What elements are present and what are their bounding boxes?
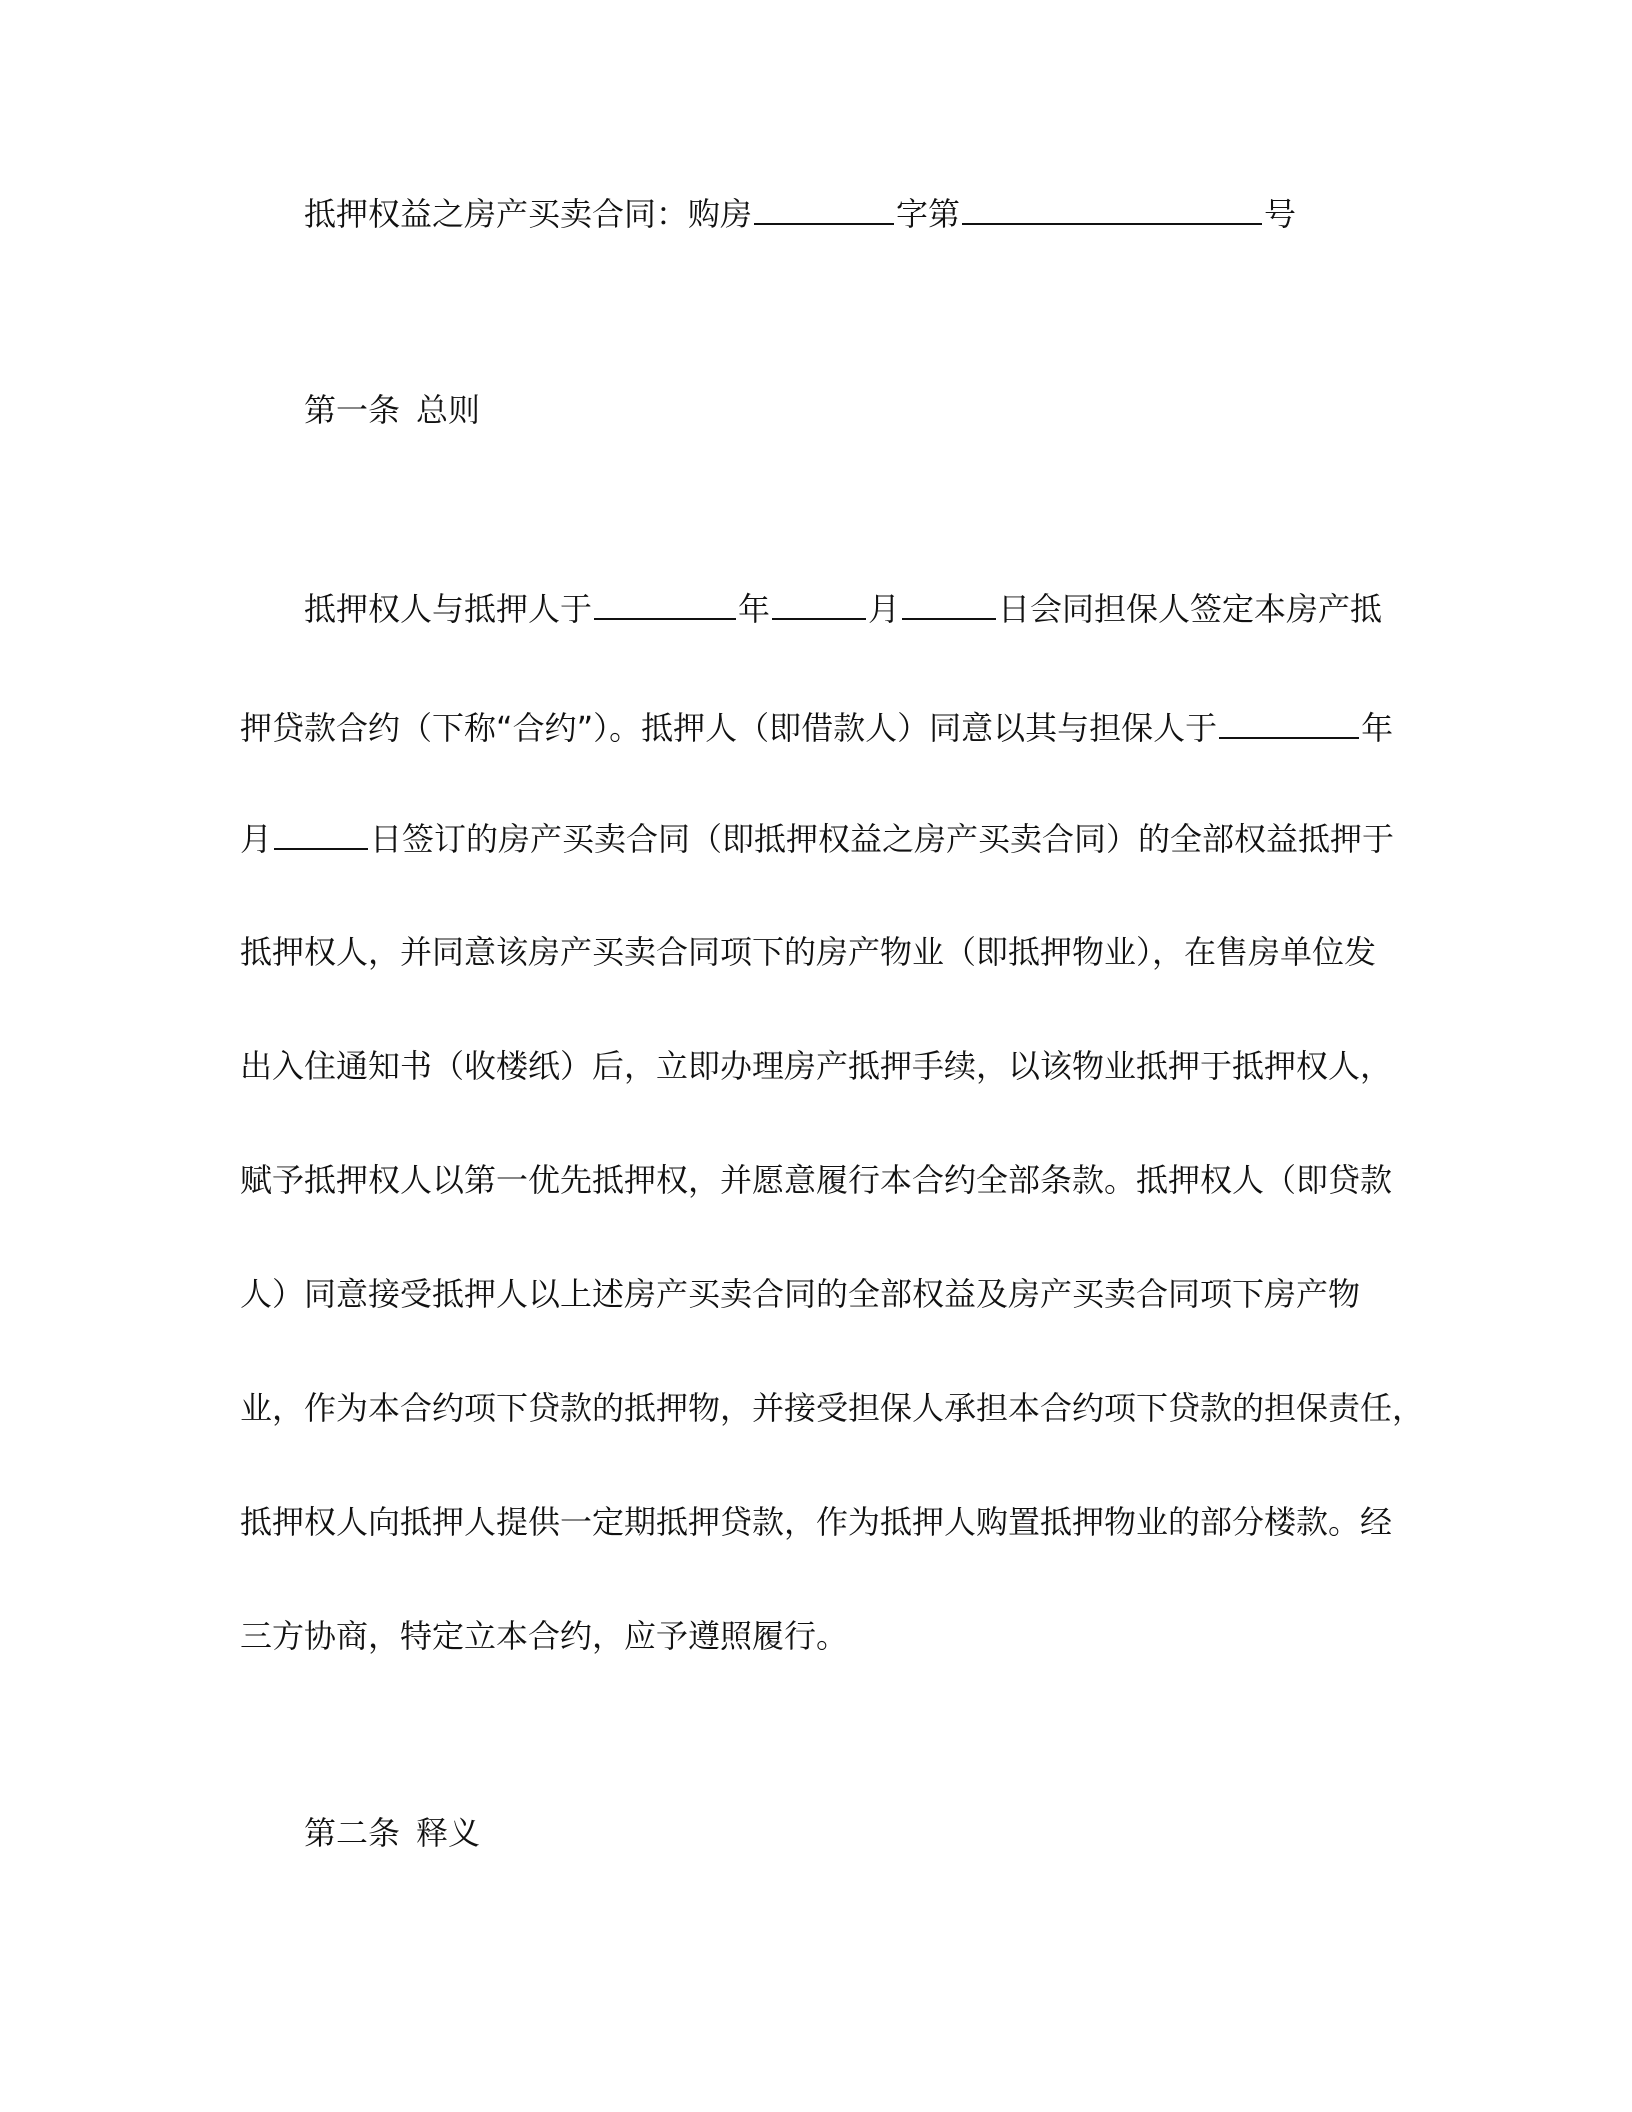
purchase-code-blank [754, 193, 894, 225]
day-blank [902, 588, 996, 620]
article-2-heading [304, 1813, 480, 1853]
text-run: 日会同担保人签定本房产抵 [998, 590, 1383, 628]
text-run: 日签订的房产买卖合同（即抵押权益之房产买卖合同）的全部权益抵押于 [370, 820, 1395, 858]
paragraph-line-3 [240, 818, 1394, 859]
contract-reference-mid: 字第 [896, 195, 961, 233]
paragraph-line-6: 赋予抵押权人以第一优先抵押权，并愿意履行本合约全部条款。抵押权人（即贷款 [240, 1161, 1393, 1199]
contract-reference-line [304, 193, 1296, 234]
contract-reference-suffix: 号 [1264, 195, 1297, 233]
paragraph-line-7: 人）同意接受抵押人以上述房产买卖合同的全部权益及房产买卖合同项下房产物 [240, 1275, 1361, 1313]
article-2-title: 释义 [416, 1814, 481, 1852]
text-run: 押贷款合约（下称“合约”）。抵押人（即借款人）同意以其与担保人于 [240, 709, 1218, 747]
month-blank [772, 588, 866, 620]
contract-number-blank [962, 193, 1262, 225]
text-run: 月 [868, 590, 901, 628]
year-blank [1219, 707, 1359, 739]
paragraph-line-1 [304, 588, 1382, 629]
article-1-number: 第一条 [304, 391, 401, 429]
paragraph-line-9: 抵押权人向抵押人提供一定期抵押贷款，作为抵押人购置抵押物业的部分楼款。经 [240, 1503, 1393, 1541]
year-blank [594, 588, 736, 620]
contract-reference-prefix: 抵押权益之房产买卖合同：购房 [304, 195, 753, 233]
paragraph-line-2 [240, 707, 1393, 748]
text-run: 抵押权人与抵押人于 [304, 590, 593, 628]
text-run: 年 [1361, 709, 1394, 747]
paragraph-line-4: 抵押权人，并同意该房产买卖合同项下的房产物业（即抵押物业），在售房单位发 [240, 933, 1377, 971]
text-run: 月 [240, 820, 273, 858]
paragraph-line-5: 出入住通知书（收楼纸）后，立即办理房产抵押手续，以该物业抵押于抵押权人， [240, 1047, 1393, 1085]
article-1-heading [304, 390, 480, 430]
paragraph-line-8: 业，作为本合约项下贷款的抵押物，并接受担保人承担本合约项下贷款的担保责任， [240, 1389, 1425, 1427]
article-2-number: 第二条 [304, 1814, 401, 1852]
article-1-title: 总则 [416, 391, 481, 429]
day-blank [274, 818, 368, 850]
text-run: 年 [738, 590, 771, 628]
paragraph-line-10: 三方协商，特定立本合约，应予遵照履行。 [240, 1617, 849, 1655]
